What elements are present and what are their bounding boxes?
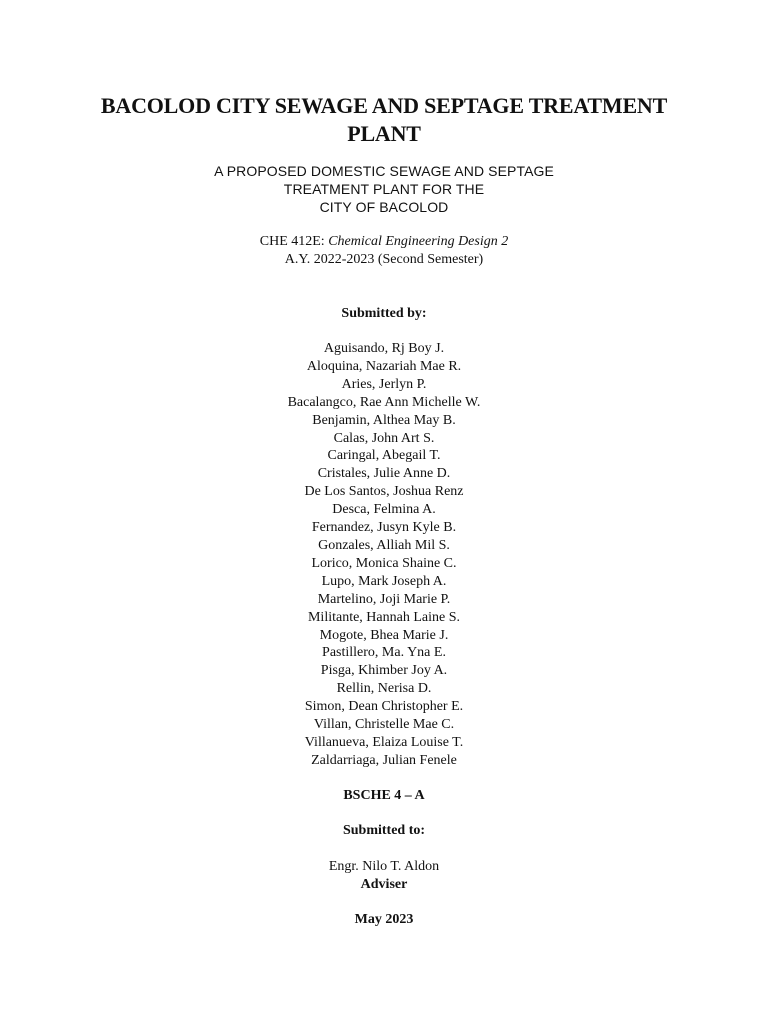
list-item: Cristales, Julie Anne D. xyxy=(317,466,451,482)
list-item: Gonzales, Alliah Mil S. xyxy=(318,537,450,553)
submitted-by-label: Submitted by: xyxy=(341,306,427,321)
adviser-name: Engr. Nilo T. Aldon xyxy=(328,859,440,874)
list-item: Caringal, Abegail T. xyxy=(327,448,441,464)
list-item: Zaldarriaga, Julian Fenele xyxy=(311,752,457,768)
list-item: Martelino, Joji Marie P. xyxy=(317,591,451,607)
list-item: Pisga, Khimber Joy A. xyxy=(320,663,448,679)
list-item: De Los Santos, Joshua Renz xyxy=(304,484,464,500)
list-item: Simon, Dean Christopher E. xyxy=(304,699,464,715)
list-item: Villan, Christelle Mae C. xyxy=(313,717,455,733)
submission-date: May 2023 xyxy=(354,912,414,927)
list-item: Villanueva, Elaiza Louise T. xyxy=(304,734,464,750)
course-code: CHE 412E: xyxy=(259,234,329,249)
list-item: Pastillero, Ma. Yna E. xyxy=(322,645,446,661)
submitted-to-label: Submitted to: xyxy=(342,823,426,838)
section-label: BSCHE 4 – A xyxy=(343,788,425,803)
list-item: Lorico, Monica Shaine C. xyxy=(311,555,457,571)
list-item: Bacalangco, Rae Ann Michelle W. xyxy=(287,394,481,410)
subtitle-line: CITY OF BACOLOD xyxy=(319,199,449,215)
adviser-role: Adviser xyxy=(360,877,408,892)
course-line xyxy=(134,233,634,251)
course-info xyxy=(134,233,634,269)
document-title: BACOLOD CITY SEWAGE AND SEPTAGE TREATMENT PLANT xyxy=(100,93,668,146)
course-name: Chemical Engineering Design 2 xyxy=(328,234,509,249)
list-item: Benjamin, Althea May B. xyxy=(312,412,456,428)
list-item: Aloquina, Nazariah Mae R. xyxy=(306,358,462,374)
academic-year: A.Y. 2022-2023 (Second Semester) xyxy=(284,252,484,267)
list-item: Militante, Hannah Laine S. xyxy=(307,609,461,625)
member-list xyxy=(134,340,634,770)
list-item: Fernandez, Jusyn Kyle B. xyxy=(311,520,457,536)
list-item: Desca, Felmina A. xyxy=(332,502,436,518)
list-item: Rellin, Nerisa D. xyxy=(336,681,432,697)
list-item: Aries, Jerlyn P. xyxy=(341,376,427,392)
document-subtitle xyxy=(134,162,634,216)
subtitle-line: A PROPOSED DOMESTIC SEWAGE AND SEPTAGE xyxy=(214,163,554,179)
list-item: Aguisando, Rj Boy J. xyxy=(323,341,445,356)
list-item: Lupo, Mark Joseph A. xyxy=(321,573,447,589)
list-item: Mogote, Bhea Marie J. xyxy=(319,627,449,643)
subtitle-line: TREATMENT PLANT FOR THE xyxy=(283,181,485,197)
list-item: Calas, John Art S. xyxy=(333,430,435,446)
